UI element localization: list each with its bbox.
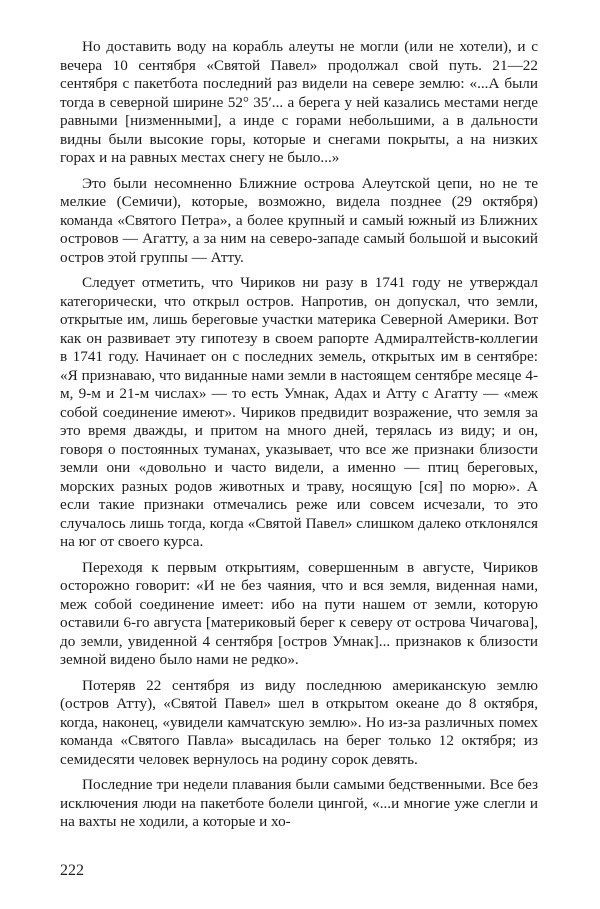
paragraph-2: Это были несомненно Ближние острова Алеутской цепи, но не те мелкие (Семичи), которые, возможно, видела позднее (29 октября) команда «Святого Петра», а более крупный и самый южный из Ближних островов — Агатту, а за ним на северо-западе самый большой и высокий остров этой группы — Атту.	[60, 174, 538, 266]
paragraph-4: Переходя к первым открытиям, совершенным в августе, Чириков осторожно говорит: «И не без чаяния, что и вся земля, виденная нами, меж собой соединение имеет: ибо на пути нашем от земли, которую оставили 6-го августа [материковый берег к северу от острова Чичагова], до земли, увиденной 4 сентября [остров Умнак]... признаков к близости земной видено было нами не редко».	[60, 558, 538, 668]
page-number: 222	[60, 862, 84, 879]
paragraph-5: Потеряв 22 сентября из виду последнюю американскую землю (остров Атту), «Святой Павел» шел в открытом океане до 8 октября, когда, наконец, «увидели камчатскую землю». Но из-за различных помех команда «Святого Павла» высадилась на берег только 12 октября; из семидесяти человек вернулось на родину сорок девять.	[60, 676, 538, 768]
paragraph-6: Последние три недели плавания были самыми бедственными. Все без исключения люди на пакетботе болели цингой, «...и многие уже слегли и на вахты не ходили, а которые и хо-	[60, 776, 538, 830]
paragraph-1: Но доставить воду на корабль алеуты не могли (или не хотели), и с вечера 10 сентября «Святой Павел» продолжал свой путь. 21—22 сентября с пакетбота последний раз видели на севере землю: «...А были тогда в северной ширине 52° 35′... а берега у ней казались местами негде равными [низменными], а инде с горами небольшими, а в дальности видны были высокие горы, которые и снегами покрыты, а на низких горах и на равных местах снегу не было...»	[60, 38, 538, 166]
paragraph-3: Следует отметить, что Чириков ни разу в 1741 году не утверждал категорически, что открыл остров. Напротив, он допускал, что земли, открытые им, лишь береговые участки материка Северной Америки. Вот как он развивает эту гипотезу в своем рапорте Адмиралтейств-коллегии в 1741 году. Начинает он с последних земель, открытых им в сентябре: «Я признаваю, что виданные нами земли в настоящем сентябре месяце 4-м, 9-м и 21-м числах» — то есть Умнак, Адах и Атту с Агатту — «меж собой соединение имеют». Чириков предвидит возражение, что земля за это время дважды, и притом на много дней, терялась из виду; и он, говоря о постоянных туманах, указывает, что все же признаки близости земли они «довольно и часто видели, а именно — птиц береговых, морских разных родов животных и траву, носящую [ся] по морю». А если такие признаки отмечались реже или совсем исчезали, то это случалось лишь тогда, когда «Святой Павел» слишком далеко отклонялся на юг от своего курса.	[60, 274, 538, 550]
book-page-text	[60, 38, 538, 832]
